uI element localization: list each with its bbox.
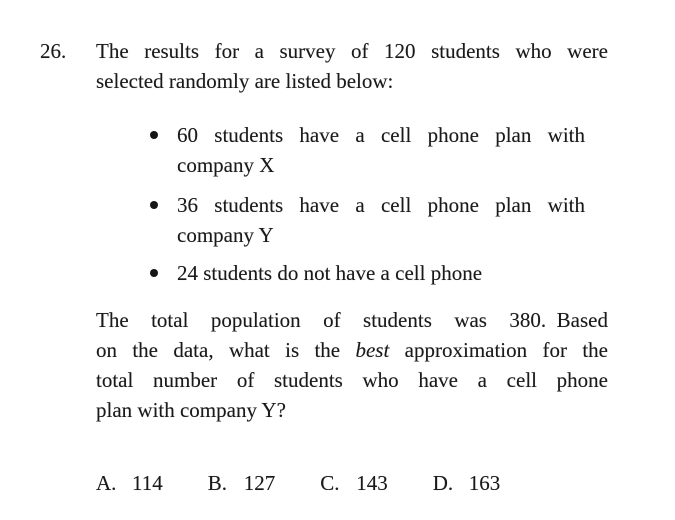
choice-value: 163	[468, 471, 501, 495]
choice-value: 127	[243, 471, 276, 495]
choice-value: 143	[356, 471, 388, 495]
body-line-4: plan with company Y?	[96, 398, 286, 422]
choice-c	[320, 468, 388, 498]
list-item-company-x	[150, 120, 608, 180]
list-item-text	[177, 190, 585, 250]
list-item-no-phone	[150, 258, 608, 288]
body-line-2-post: approximation for the	[389, 338, 608, 362]
intro-line-2: selected randomly are listed below:	[96, 69, 394, 93]
choice-b	[208, 468, 276, 498]
choice-a	[96, 468, 163, 498]
choice-label: C.	[320, 471, 340, 495]
intro-line-1: The results for a survey of 120 students who were	[96, 39, 608, 63]
body-line-1: The total population of students was 380. Based	[96, 308, 608, 332]
choice-label: D.	[432, 471, 454, 495]
question-number: 26.	[40, 39, 67, 63]
text-line: 36 students have a cell phone plan with	[177, 193, 585, 217]
text-line: company Y	[177, 223, 274, 247]
body-line-3: total number of students who have a cell phone	[96, 368, 608, 392]
choice-label: A.	[96, 471, 117, 495]
bullet-icon	[150, 131, 158, 139]
body-line-2-pre: on the data, what is the	[96, 338, 356, 362]
question-body	[96, 305, 608, 425]
question-content	[96, 36, 608, 498]
choice-value: 114	[132, 471, 163, 495]
question-intro	[96, 36, 608, 96]
text-line: company X	[177, 153, 275, 177]
bullet-icon	[150, 269, 158, 277]
text-line: 24 students do not have a cell phone	[177, 261, 483, 285]
text-line: 60 students have a cell phone plan with	[177, 123, 585, 147]
list-item-text	[177, 258, 585, 288]
choice-d	[433, 468, 501, 498]
bullet-icon	[150, 201, 158, 209]
list-item-company-y	[150, 190, 608, 250]
body-line-2	[96, 335, 608, 365]
answer-choices	[96, 468, 608, 498]
list-item-text	[177, 120, 585, 180]
survey-results-list	[96, 120, 608, 288]
choice-label: B.	[207, 471, 227, 495]
emphasized-word: best	[355, 338, 390, 362]
